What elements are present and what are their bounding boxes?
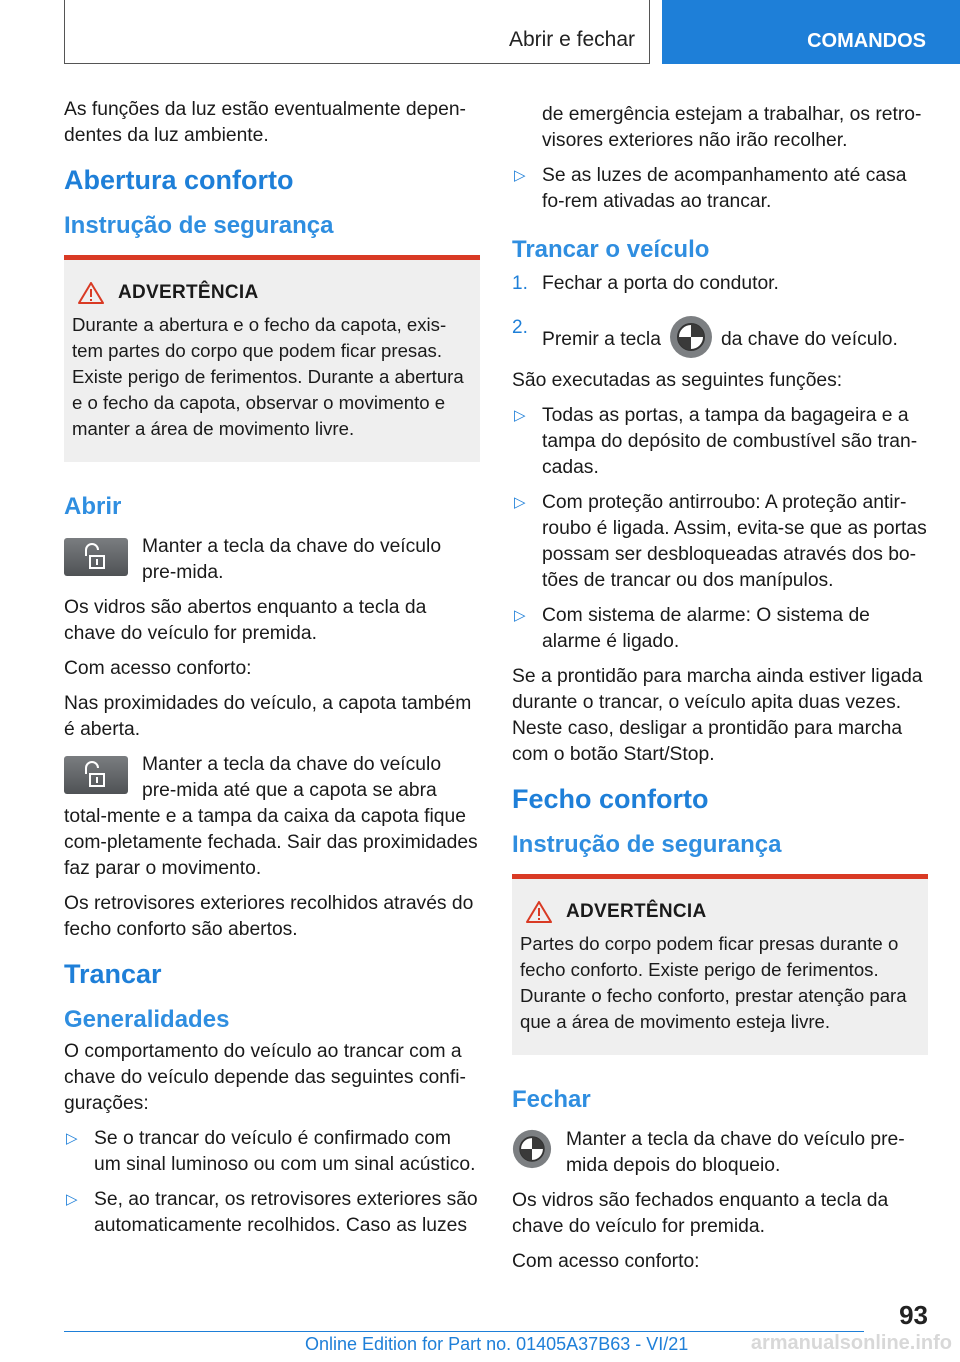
paragraph-comfort-access: Com acesso conforto:	[64, 658, 252, 679]
warning-text: Partes do corpo podem ficar presas durante o fecho conforto. Existe perigo de ferimentos. Durante o fecho conforto, prestar atenção para que a área de movimento esteja livre.	[520, 933, 907, 1032]
warning-title: ADVERTÊNCIA	[118, 282, 259, 303]
bmw-lock-key-icon	[512, 1129, 552, 1169]
warning-title-row	[78, 282, 472, 304]
unlock-key-instruction-2	[64, 752, 480, 882]
bullet-triangle-icon: ▷	[514, 407, 526, 424]
bullet-triangle-icon: ▷	[514, 607, 526, 624]
heading-instrucao-seguranca-2: Instrução de segurança	[512, 831, 782, 858]
warning-triangle-icon	[78, 282, 104, 304]
warning-title: ADVERTÊNCIA	[566, 901, 707, 922]
unlock-key-text: Manter a tecla da chave do veículo pre-mida.	[142, 536, 442, 583]
paragraph-comfort-access-2: Com acesso conforto:	[512, 1251, 700, 1272]
paragraph-behavior: O comportamento do veículo ao trancar com a chave do veículo depende das seguintes confi-gurações:	[64, 1041, 466, 1114]
header-section-title: Abrir e fechar	[508, 28, 635, 51]
bullet-triangle-icon: ▷	[66, 1130, 78, 1147]
footer-divider	[64, 1331, 864, 1332]
unlock-key-icon	[64, 756, 128, 794]
functions-list	[512, 403, 928, 655]
watermark: armanualsonline.info	[750, 1332, 952, 1354]
paragraph-ready-drive: Se a prontidão para marcha ainda estiver ligada durante o trancar, o veículo apita duas vezes. Neste caso, desligar a prontidão para marcha com o botão Start/Stop.	[512, 666, 923, 765]
warning-box	[64, 255, 480, 462]
left-column	[64, 97, 480, 1248]
list-item-continued: de emergência estejam a trabalhar, os retro-visores exteriores não irão recolher.	[542, 104, 922, 151]
heading-generalidades: Generalidades	[64, 1006, 230, 1033]
bullet-triangle-icon: ▷	[514, 167, 526, 184]
settings-list-continued	[512, 102, 928, 215]
list-item: ▷ Todas as portas, a tampa da bagageira e a tampa do depósito de combustível são tran-cadas.	[514, 405, 918, 478]
bullet-triangle-icon: ▷	[514, 494, 526, 511]
bullet-triangle-icon: ▷	[66, 1191, 78, 1208]
step-item: 2. Premir a tecla da chave do veículo.	[512, 315, 928, 359]
list-item: ▷ Se as luzes de acompanhamento até casa fo-rem ativadas ao trancar.	[514, 165, 907, 212]
paragraph-windows-close: Os vidros são fechados enquanto a tecla da chave do veículo for premida.	[512, 1190, 889, 1237]
heading-fecho-conforto: Fecho conforto	[512, 784, 709, 814]
paragraph-windows-open: Os vidros são abertos enquanto a tecla da chave do veículo for premida.	[64, 597, 427, 644]
list-item: ▷ Com proteção antirroubo: A proteção antir-roubo é ligada. Assim, evita-se que as portas possam ser desbloqueadas através dos bo-tões de trancar ou dos manípulos.	[514, 492, 927, 591]
warning-triangle-icon	[526, 901, 552, 923]
footer-edition: Online Edition for Part no. 01405A37B63 - VI/21	[305, 1334, 689, 1354]
lock-key-instruction	[512, 1127, 928, 1179]
heading-fechar: Fechar	[512, 1086, 591, 1113]
list-item: ▷ Com sistema de alarme: O sistema de alarme é ligado.	[514, 605, 870, 652]
heading-instrucao-seguranca: Instrução de segurança	[64, 212, 334, 239]
header-section-box	[64, 0, 650, 64]
right-column	[512, 102, 928, 1284]
warning-box-2	[512, 874, 928, 1055]
unlock-key-text-2: Manter a tecla da chave do veículo pre-mida até que a capota se abra total-mente e a tampa da caixa da capota fique com-pletamente fechada. Sair das proximidades faz parar o movimento.	[64, 754, 478, 879]
settings-list	[64, 1126, 480, 1239]
warning-text: Durante a abertura e o fecho da capota, exis-tem partes do corpo que podem ficar presas. Existe perigo de ferimentos. Durante a abertura e o fecho da capota, observar o movimento e manter a área de movimento livre.	[72, 314, 464, 439]
heading-abrir: Abrir	[64, 493, 122, 520]
header-chapter-box	[662, 0, 960, 64]
paragraph-roof-open: Nas proximidades do veículo, a capota também é aberta.	[64, 693, 472, 740]
paragraph-mirrors: Os retrovisores exteriores recolhidos através do fecho conforto são abertos.	[64, 893, 474, 940]
heading-trancar-veiculo: Trancar o veículo	[512, 236, 710, 263]
bmw-lock-key-icon	[669, 315, 713, 359]
list-item: ▷ Se o trancar do veículo é confirmado com um sinal luminoso ou com um sinal acústico.	[66, 1128, 476, 1175]
lock-key-text: Manter a tecla da chave do veículo pre-mida depois do bloqueio.	[566, 1129, 905, 1176]
heading-trancar: Trancar	[64, 959, 162, 989]
heading-abertura-conforto: Abertura conforto	[64, 165, 294, 195]
unlock-key-instruction	[64, 534, 480, 586]
paragraph-functions: São executadas as seguintes funções:	[512, 370, 843, 391]
page-number: 93	[899, 1300, 928, 1330]
intro-paragraph: As funções da luz estão eventualmente depen-dentes da luz ambiente.	[64, 99, 466, 146]
lock-steps	[512, 271, 928, 359]
step-item: 1. Fechar a porta do condutor.	[512, 273, 779, 294]
unlock-key-icon	[64, 538, 128, 576]
header-chapter-title: COMANDOS	[807, 30, 926, 52]
list-item: ▷ Se, ao trancar, os retrovisores exteriores são automaticamente recolhidos. Caso as luzes	[66, 1189, 478, 1236]
warning-title-row	[526, 901, 920, 923]
